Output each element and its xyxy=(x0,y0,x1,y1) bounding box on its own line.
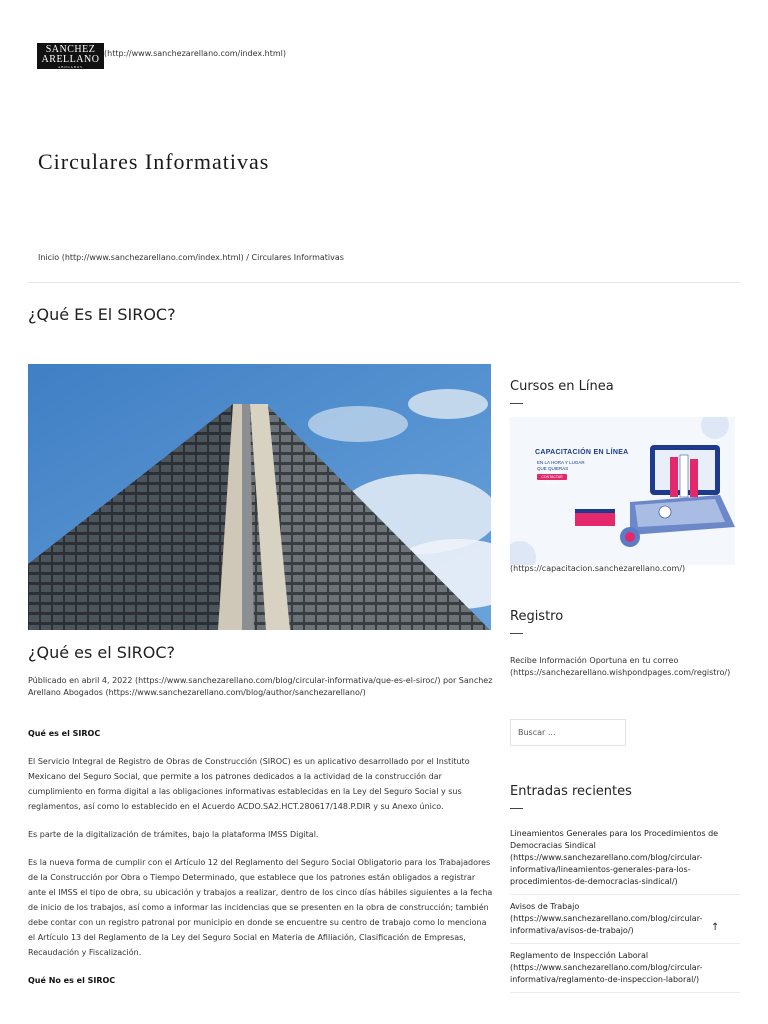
breadcrumb-home-link[interactable]: Inicio (http://www.sanchezarellano.com/index.html) xyxy=(38,253,244,262)
site-logo[interactable] xyxy=(37,43,104,69)
paragraph: El Servicio Integral de Registro de Obras de Construcción (SIROC) es un aplicativo desarrollado por el Instituto Mexicano del Seguro Social, que permite a los patrones dedicados a la actividad de la construcción dar cumplimiento en forma digital a las obligaciones informativas establecidas en la Ley del Seguro Social y sus reglamentos, así como lo establecido en el Acuerdo ACDO.SA2.HCT.280617/148.P.DIR y su Anexo único. xyxy=(28,757,470,811)
widget-underline xyxy=(510,808,523,809)
paragraph: Es parte de la digitalización de trámites, bajo la plataforma IMSS Digital. xyxy=(28,830,319,839)
divider xyxy=(28,282,740,283)
logo-line2: ARELLANO xyxy=(41,54,100,65)
courses-widget-title: Cursos en Línea xyxy=(510,379,614,394)
breadcrumb-current: Circulares Informativas xyxy=(251,253,344,262)
course-contact-button[interactable]: CONTACTAR AHORA xyxy=(537,474,567,480)
recent-post-link[interactable]: Lineamientos Generales para los Procedimientos de Democracias Sindical (https://www.sanchezarellano.com/blog/circular-informativa/lineamientos-generales-para-los-procedimientos-de-democracias-sindical/) xyxy=(510,828,740,895)
course-banner-subtitle: QUE QUIERAS xyxy=(537,466,569,471)
page-title: Circulares Informativas xyxy=(38,149,270,174)
course-banner[interactable] xyxy=(510,417,735,565)
post-meta[interactable]: Públicado en abril 4, 2022 (https://www.sanchezarellano.com/blog/circular-informativa/que-es-el-siroc/) por Sanchez Arellano Abogados (https://www.sanchezarellano.com/blog/author/sanchezarellano/) xyxy=(28,676,493,697)
logo-line1: SANCHEZ xyxy=(45,44,96,55)
logo-link[interactable]: (http://www.sanchezarellano.com/index.html) xyxy=(104,49,287,58)
course-banner-title: CAPACITACIÓN EN LÍNEA xyxy=(535,449,629,456)
recent-post-link[interactable]: Reglamento de Inspección Laboral (https://www.sanchezarellano.com/blog/circular-informativa/reglamento-de-inspeccion-laboral/) xyxy=(510,950,740,993)
recent-posts-list xyxy=(510,828,740,999)
post-content xyxy=(28,726,493,1001)
hero-image xyxy=(28,364,491,630)
logo-line3: ABOGADOS xyxy=(58,65,83,69)
section-heading-que-no-es: Qué No es el SIROC xyxy=(28,976,116,985)
registro-widget-title: Registro xyxy=(510,609,564,624)
paragraph: Es la nueva forma de cumplir con el Artículo 12 del Reglamento del Seguro Social Obligatorio para los Trabajadores de la Construcción por Obra o Tiempo Determinado, que establece que los patrones están obligados a registrar ante el IMSS el tipo de obra, su ubicación y trabajos a realizar, dentro de los cinco días hábiles siguientes a la fecha de inicio de los trabajos, así como a informar las incidencias que se presenten en la obra de construcción; también debe contar con un registro patronal por municipio en donde se encuentre su centro de trabajo como lo menciona el Artículo 13 del Reglamento de la Ley del Seguro Social en Materia de Afiliación, Clasificación de Empresas, Recaudación y Fiscalización. xyxy=(28,858,493,957)
recent-posts-title: Entradas recientes xyxy=(510,784,632,799)
breadcrumb xyxy=(38,253,344,262)
scroll-to-top-icon[interactable]: ↑ xyxy=(711,922,720,933)
breadcrumb-separator: / xyxy=(246,253,249,262)
course-banner-subtitle: EN LA HORA Y LUGAR xyxy=(537,460,585,465)
section-heading-que-es: Qué es el SIROC xyxy=(28,729,101,738)
widget-underline xyxy=(510,403,523,404)
post-heading: ¿Qué Es El SIROC? xyxy=(28,305,176,324)
search-input[interactable] xyxy=(510,719,626,746)
recent-post-link[interactable]: Avisos de Trabajo (https://www.sanchezarellano.com/blog/circular-informativa/avisos-de-trabajo/) xyxy=(510,901,740,944)
widget-underline xyxy=(510,633,523,634)
registro-link[interactable]: Recibe Información Oportuna en tu correo (https://sanchezarellano.wishpondpages.com/registro/) xyxy=(510,656,731,677)
course-link[interactable]: (https://capacitacion.sanchezarellano.com/) xyxy=(510,564,686,573)
article-title: ¿Qué es el SIROC? xyxy=(28,643,176,662)
